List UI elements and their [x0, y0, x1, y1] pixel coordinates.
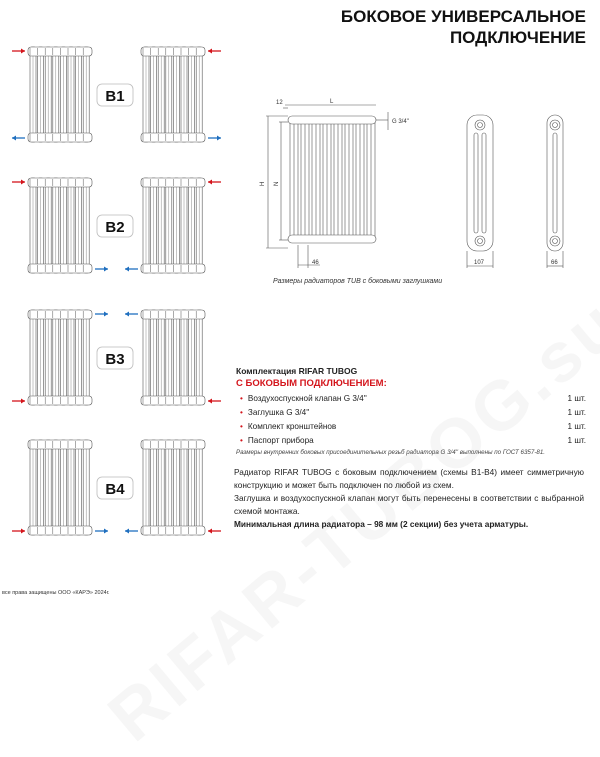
scheme-label [97, 84, 133, 106]
kit-item-qty: 1 шт. [567, 421, 586, 431]
return-arrow-icon [95, 312, 108, 317]
title-line-2: ПОДКЛЮЧЕНИЕ [449, 28, 586, 47]
bullet-icon: • [240, 421, 243, 431]
radiator-icon [141, 440, 205, 535]
description-p1: Радиатор RIFAR TUBOG с боковым подключением (схемы B1-B4) имеет симметричную конструкцию и может быть подключен по любой из схем. [234, 467, 584, 490]
radiator-icon [141, 47, 205, 142]
kit-item-name [240, 436, 314, 445]
supply-arrow-icon [208, 180, 221, 185]
scheme-label [97, 477, 133, 499]
scheme-b4 [12, 440, 221, 535]
return-arrow-icon [95, 529, 108, 534]
description [234, 466, 584, 531]
page-title [341, 6, 586, 48]
kit-item-qty: 1 шт. [567, 393, 586, 403]
kit-item-label: Паспорт прибора [247, 435, 314, 445]
supply-arrow-icon [208, 399, 221, 404]
kit-item-label: Заглушка G 3/4'' [247, 407, 310, 417]
scheme-b3 [12, 310, 221, 405]
front-view [266, 105, 388, 268]
dimension-drawing [250, 90, 600, 280]
supply-arrow-icon [12, 49, 25, 54]
description-p2: Заглушка и воздухоспускной клапан могут быть перенесены в соответствии с выбранной схемой монтажа. [234, 493, 584, 516]
kit-item-name [240, 408, 309, 417]
copyright: все права защищены ООО «КАРЭ» 2024г. [2, 590, 110, 596]
return-arrow-icon [125, 312, 138, 317]
kit-item [236, 433, 586, 447]
bullet-icon: • [240, 435, 243, 445]
kit-item-qty: 1 шт. [567, 435, 586, 445]
dim-thread: G 3/4'' [392, 119, 409, 125]
return-arrow-icon [12, 136, 25, 141]
dim-N: N [274, 181, 280, 186]
supply-arrow-icon [208, 49, 221, 54]
dim-107: 107 [474, 260, 485, 266]
radiator-icon [28, 178, 92, 273]
description-p3: Минимальная длина радиатора – 98 мм (2 секции) без учета арматуры. [234, 519, 529, 529]
scheme-b1 [12, 47, 221, 142]
scheme-label [97, 347, 133, 369]
kit-section [236, 366, 586, 456]
connection-schemes [0, 0, 230, 560]
kit-note: Размеры внутренних боковых присоединительных резьб радиатора G 3/4'' выполнены по ГОСТ 6357-81. [236, 449, 545, 456]
kit-item [236, 419, 586, 433]
return-arrow-icon [208, 136, 221, 141]
title-line-1: БОКОВОЕ УНИВЕРСАЛЬНОЕ [340, 7, 586, 26]
scheme-b2 [12, 178, 221, 273]
supply-arrow-icon [12, 399, 25, 404]
dim-L: L [330, 99, 334, 105]
radiator-icon [28, 47, 92, 142]
return-arrow-icon [125, 529, 138, 534]
scheme-label-text: B2 [105, 219, 125, 236]
kit-item-qty: 1 шт. [567, 407, 586, 417]
scheme-label-text: B4 [105, 481, 125, 498]
supply-arrow-icon [208, 529, 221, 534]
kit-item-label: Воздухоспускной клапан G 3/4'' [247, 393, 367, 403]
dim-H: H [260, 181, 266, 186]
kit-heading: Комплектация RIFAR TUBOG [236, 366, 358, 376]
dim-66: 66 [551, 260, 558, 266]
radiator-icon [28, 310, 92, 405]
return-arrow-icon [125, 267, 138, 272]
return-arrow-icon [95, 267, 108, 272]
scheme-label [97, 215, 133, 237]
side-view-2-column [547, 115, 563, 268]
kit-item [236, 405, 586, 419]
supply-arrow-icon [12, 180, 25, 185]
kit-item [236, 391, 586, 405]
radiator-icon [141, 178, 205, 273]
scheme-label-text: B3 [105, 351, 125, 368]
bullet-icon: • [240, 407, 243, 417]
drawing-caption: Размеры радиаторов TUB с боковыми заглушками [273, 278, 443, 285]
kit-item-label: Комплект кронштейнов [247, 421, 337, 431]
kit-subheading: С БОКОВЫМ ПОДКЛЮЧЕНИЕМ: [236, 378, 387, 389]
radiator-icon [28, 440, 92, 535]
supply-arrow-icon [12, 529, 25, 534]
kit-item-name [240, 422, 336, 431]
dim-46: 46 [312, 260, 319, 266]
kit-item-name [240, 394, 367, 403]
side-view-3-column [467, 115, 493, 268]
radiator-icon [141, 310, 205, 405]
dim-12: 12 [276, 100, 283, 106]
scheme-label-text: B1 [105, 88, 125, 105]
bullet-icon: • [240, 393, 243, 403]
